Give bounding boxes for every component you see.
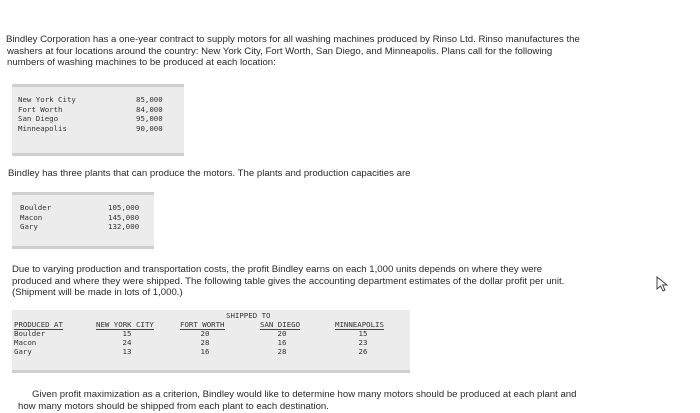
profit-cell: 20 xyxy=(277,329,287,338)
plant-label: Boulder xyxy=(20,203,52,212)
profit-cell: 24 xyxy=(122,338,132,347)
profit-cell: 15 xyxy=(122,329,132,338)
table-row xyxy=(12,105,184,115)
intro-paragraph xyxy=(6,34,696,69)
location-label: New York City xyxy=(18,95,76,104)
profit-cell: 28 xyxy=(200,338,210,347)
plant-label: Macon xyxy=(20,212,43,222)
profit-line: Due to varying production and transportation costs, the profit Bindley earns on each 1,000 units depends on where they were xyxy=(12,264,543,275)
column-header: MINNEAPOLIS xyxy=(335,320,384,329)
row-label: Boulder xyxy=(14,329,46,338)
demand-value: 95,000 xyxy=(136,114,163,123)
profit-line: produced and where they were shipped. The following table gives the accounting department estimates of the dollar profit per unit. xyxy=(12,275,565,287)
profit-cell: 15 xyxy=(358,329,368,338)
demand-value: 90,000 xyxy=(136,123,163,133)
profit-cell: 16 xyxy=(277,338,287,347)
table-row xyxy=(12,95,184,105)
intro-line: numbers of washing machines to be produced at each location: xyxy=(7,57,276,69)
table-row xyxy=(12,114,184,124)
shipped-to-header: SHIPPED TO xyxy=(226,311,271,320)
capacity-table xyxy=(12,192,154,249)
demand-value: 84,000 xyxy=(136,104,163,114)
capacity-value: 132,000 xyxy=(108,222,140,231)
profit-paragraph xyxy=(12,264,652,299)
table-row xyxy=(12,222,154,232)
produced-at-header: PRODUCED AT xyxy=(14,320,63,329)
row-label: Macon xyxy=(14,338,37,347)
table-row xyxy=(12,124,184,134)
closing-paragraph xyxy=(18,389,688,412)
column-header: NEW YORK CITY xyxy=(96,320,154,329)
location-label: Minneapolis xyxy=(18,123,67,133)
plant-label: Gary xyxy=(20,222,38,231)
mouse-pointer-icon xyxy=(656,276,670,292)
profit-cell: 23 xyxy=(358,338,368,347)
profit-table xyxy=(12,310,410,373)
column-header: FORT WORTH xyxy=(180,320,225,329)
profit-cell: 13 xyxy=(122,347,132,356)
intro-line: washers at four locations around the country: New York City, Fort Worth, San Diego, and Minneapolis. Plans call for the following xyxy=(7,45,553,57)
location-label: Fort Worth xyxy=(18,104,63,114)
demand-table xyxy=(12,84,184,156)
profit-cell: 26 xyxy=(358,347,368,356)
table-row xyxy=(12,203,154,213)
plants-text: Bindley has three plants that can produce the motors. The plants and production capacities are xyxy=(8,168,411,179)
profit-cell: 28 xyxy=(277,347,287,356)
profit-cell: 20 xyxy=(200,329,210,338)
profit-line: (Shipment will be made in lots of 1,000.) xyxy=(12,287,183,299)
row-label: Gary xyxy=(14,347,32,356)
profit-cell: 16 xyxy=(200,347,210,356)
capacity-value: 145,000 xyxy=(108,212,140,222)
table-row xyxy=(12,213,154,223)
column-header: SAN DIEGO xyxy=(260,320,301,329)
location-label: San Diego xyxy=(18,114,59,123)
intro-line: Bindley Corporation has a one-year contract to supply motors for all washing machines produced by Rinso Ltd. Rinso manufactures the xyxy=(6,34,580,45)
demand-value: 85,000 xyxy=(136,95,163,104)
closing-line: Given profit maximization as a criterion, Bindley would like to determine how many motors should be produced at each plant and xyxy=(32,389,577,400)
capacity-value: 105,000 xyxy=(108,203,140,212)
closing-line: how many motors should be shipped from each plant to each destination. xyxy=(18,400,329,412)
